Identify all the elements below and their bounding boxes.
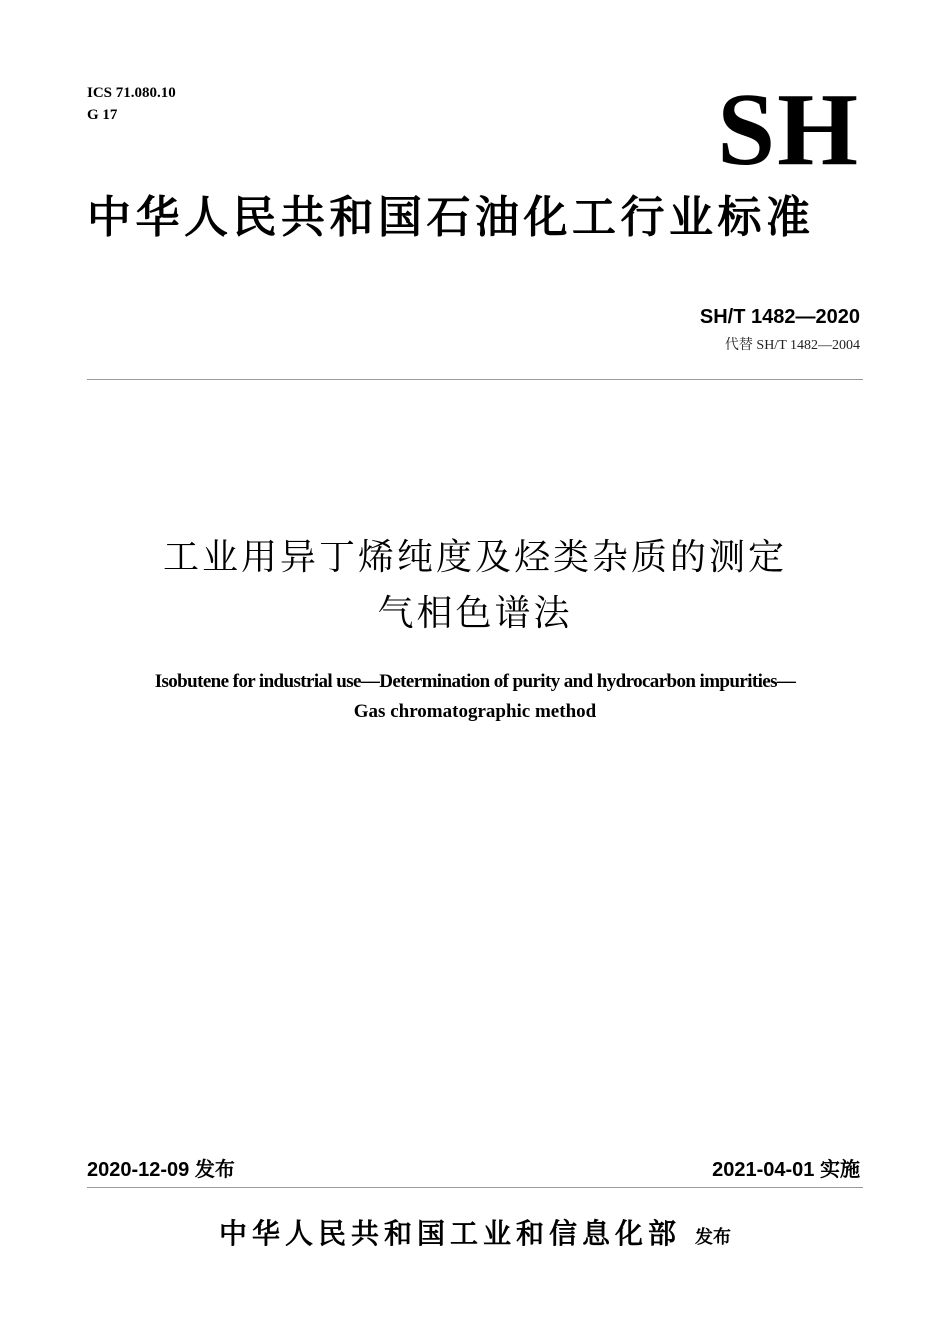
ics-code: ICS 71.080.10 (87, 85, 176, 101)
publisher-name: 中华人民共和国工业和信息化部 (218, 1217, 681, 1250)
replaces-note: 代替 SH/T 1482—2004 (724, 338, 860, 353)
implementation-date: 2021-04-01 实施 (712, 1159, 860, 1181)
sh-logo: SH (717, 72, 860, 187)
title-en-line2: Gas chromatographic method (353, 701, 597, 722)
publisher-action: 发布 (695, 1227, 731, 1248)
class-code: G 17 (87, 107, 118, 123)
title-cn-line1: 工业用异丁烯纯度及烃类杂质的测定 (162, 537, 787, 578)
title-en-line1: Isobutene for industrial use—Determination of purity and hydrocarbon impurities— (154, 671, 796, 692)
divider-bottom (87, 1187, 863, 1188)
issue-date: 2020-12-09 发布 (87, 1159, 235, 1181)
publisher (0, 1212, 950, 1256)
classification-codes (87, 82, 176, 126)
standard-number: SH/T 1482—2020 (699, 306, 860, 328)
title-cn-line2: 气相色谱法 (377, 593, 573, 634)
org-title: 中华人民共和国石油化工行业标准 (87, 192, 815, 243)
divider-top (87, 379, 863, 380)
